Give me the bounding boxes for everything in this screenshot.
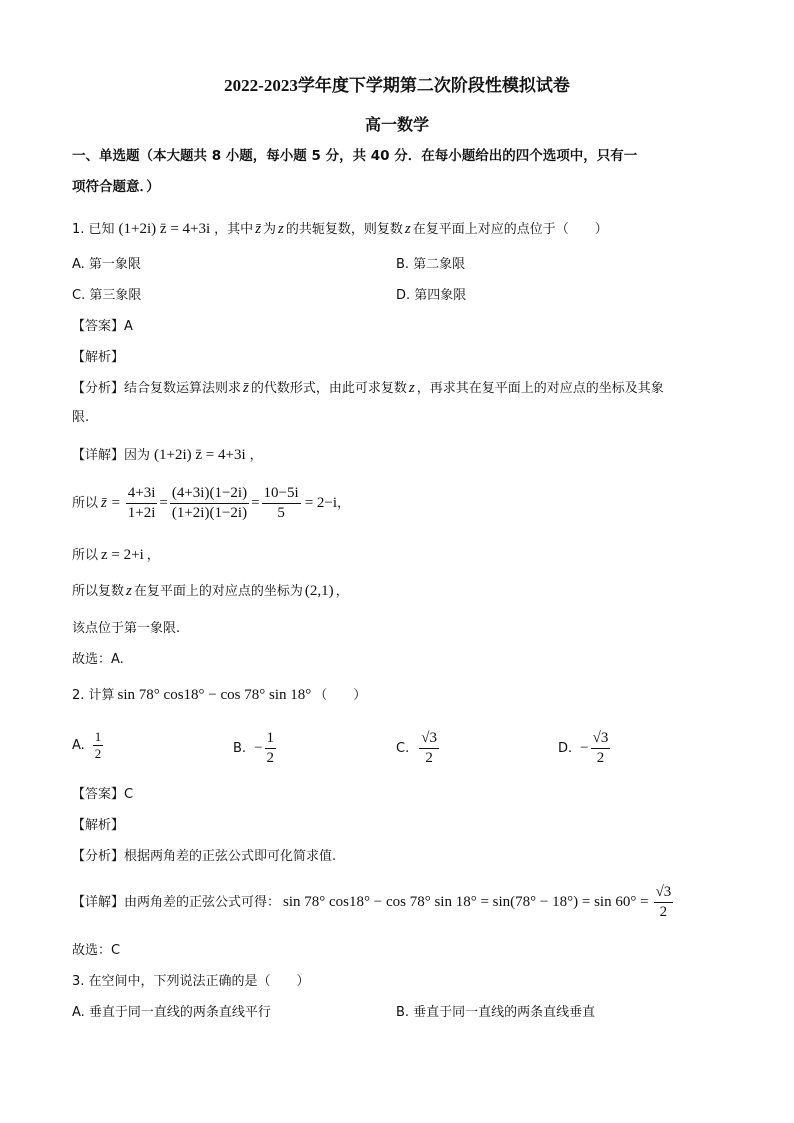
q1-mid2: 为 <box>263 222 277 237</box>
q1-fraction-1-denominator: 1+2i <box>127 504 156 521</box>
q1-prefix: 1. 已知 <box>72 222 115 237</box>
q3-stem: 3. 在空间中，下列说法正确的是（ ） <box>72 974 310 989</box>
q2-paren: （ ） <box>314 688 367 703</box>
q2-option-a-denominator: 2 <box>94 746 102 762</box>
page-title: 2022-2023学年度下学期第二次阶段性模拟试卷 <box>224 76 570 95</box>
q1-fraction-3 <box>262 485 301 521</box>
q2-option-b-sign: − <box>254 739 263 756</box>
q2-detail-label: 【详解】由两角差的正弦公式可得： <box>72 894 281 910</box>
q1-mid3: 的共轭复数，则复数 <box>285 222 403 237</box>
q1-fraction-2-numerator: (4+3i)(1−2i) <box>170 485 249 504</box>
q1-answer: 【答案】A <box>72 319 133 334</box>
q1-z: z <box>278 221 284 237</box>
q1-so3-z: z <box>126 583 132 599</box>
q2-option-b-numerator: 1 <box>265 730 277 749</box>
q3-option-a: A. 垂直于同一直线的两条直线平行 <box>72 1005 271 1020</box>
q1-fenxi-b: 的代数形式，由此可求复数 <box>250 381 407 396</box>
q2-prefix: 2. 计算 <box>72 688 115 703</box>
q1-fraction-2-denominator: (1+2i)(1−2i) <box>171 504 248 521</box>
q2-option-c-denominator: 2 <box>425 749 433 766</box>
q1-fraction-2 <box>170 485 249 521</box>
q2-option-d-numerator: √3 <box>591 730 611 749</box>
q1-fenxi-c: ，再求其在复平面上的对应点的坐标及其象 <box>416 381 664 396</box>
q2-option-d-fraction <box>591 730 611 766</box>
q1-fenxi-zbar: z̄ <box>243 380 249 396</box>
q2-option-b-denominator: 2 <box>266 749 275 766</box>
q1-detail <box>72 448 263 463</box>
q1-derivation: 所以 z̄ = $\frac{4+3i}{1+2i}$ = $\frac{(4+3i)(1-2i)}{(1+2i)(1-2i)}$ = $\frac{10-5i}{5}$ = 2−i ， <box>72 485 351 521</box>
q2-option-d <box>558 730 612 766</box>
q1-option-c: C. 第三象限 <box>72 288 142 303</box>
q1-so2-prefix: 所以 <box>72 548 99 563</box>
q2-option-d-label: D. <box>558 740 573 756</box>
q1-fraction-1-numerator: 4+3i <box>126 485 158 504</box>
page-subtitle: 高一数学 <box>364 115 429 134</box>
q1-so2-equation: z = 2+i <box>101 547 144 563</box>
q2-option-c-label: C. <box>396 740 410 756</box>
q1-fraction-1 <box>126 485 158 521</box>
q1-equation: (1+2i) z̄ = 4+3i <box>118 221 211 237</box>
q1-fenxi-a: 【分析】结合复数运算法则求 <box>72 381 242 396</box>
q2-fenxi: 【分析】根据两角差的正弦公式即可化简求值. <box>72 849 337 864</box>
q1-fraction-3-denominator: 5 <box>277 504 285 521</box>
q2-option-a-fraction <box>93 730 104 762</box>
q2-option-b-label: B. <box>233 740 247 756</box>
q2-choice: 故选：C <box>72 943 121 958</box>
q2-option-b <box>233 730 278 766</box>
q1-option-b: B. 第二象限 <box>396 257 466 272</box>
q1-stem <box>72 222 608 237</box>
q1-detail-end: ， <box>249 448 263 463</box>
q2-detail-denominator: 2 <box>659 903 668 920</box>
q2-detail-fraction <box>654 884 674 920</box>
q2-option-d-sign: − <box>580 739 589 756</box>
q1-choice: 故选：A. <box>72 652 124 667</box>
section-heading-line2: 项符合题意．） <box>72 179 160 195</box>
q2-answer: 【答案】C <box>72 787 134 802</box>
q1-detail-label: 【详解】因为 <box>72 448 151 463</box>
q1-so3-prefix: 所以复数 <box>72 584 125 599</box>
q1-mid1: ，其中 <box>214 222 254 237</box>
q2-option-d-denominator: 2 <box>596 749 605 766</box>
q1-so3: 所以复数 z 在复平面上的对应点的坐标为 (2,1) ， <box>72 583 349 599</box>
q1-fenxi-z: z <box>408 380 415 396</box>
q1-so2: 所以 z = 2+i ， <box>72 547 160 563</box>
q1-zbar: z̄ <box>255 221 262 237</box>
q2-stem <box>72 688 366 703</box>
section-heading-line1: 一、单选题（本大题共 8 小题，每小题 5 分，共 40 分．在每小题给出的四个选项中，只有一 <box>72 148 638 164</box>
q1-option-d: D. 第四象限 <box>396 288 467 303</box>
q2-detail <box>72 884 675 920</box>
q2-option-b-fraction <box>265 730 277 766</box>
q2-expression: sin 78° cos18° − cos 78° sin 18° <box>117 687 312 703</box>
q1-option-a: A. 第一象限 <box>72 257 141 272</box>
q1-so1-lhs: z̄ = <box>101 494 121 511</box>
q2-detail-expression: sin 78° cos18° − cos 78° sin 18° = sin(78° − 18°) = sin 60° = <box>283 893 649 910</box>
q2-option-a <box>72 730 105 762</box>
q1-analysis-label: 【解析】 <box>72 350 125 365</box>
q2-option-a-label: A. <box>72 738 85 754</box>
q1-point-line: 该点位于第一象限. <box>72 621 181 636</box>
q1-fenxi <box>72 381 664 396</box>
q1-mid4: 在复平面上对应的点位于（ ） <box>412 222 608 237</box>
q2-option-c-fraction <box>419 730 439 766</box>
q1-fenxi-line2: 限. <box>72 410 90 425</box>
q2-detail-numerator: √3 <box>654 884 674 903</box>
q1-so3-mid: 在复平面上的对应点的坐标为 <box>133 584 303 599</box>
q1-so3-coord: (2,1) <box>304 583 334 599</box>
q2-option-a-numerator: 1 <box>93 730 104 746</box>
q1-z2: z <box>404 221 411 237</box>
q3-option-b: B. 垂直于同一直线的两条直线垂直 <box>396 1005 596 1020</box>
q1-detail-equation: (1+2i) z̄ = 4+3i <box>154 447 246 463</box>
q1-fraction-3-numerator: 10−5i <box>262 485 301 504</box>
q1-so1-rhs: = 2−i <box>304 494 338 511</box>
q2-analysis-label: 【解析】 <box>72 818 125 833</box>
q2-option-c-numerator: √3 <box>419 730 439 749</box>
q2-option-c <box>396 730 441 766</box>
q1-so1-prefix: 所以 <box>72 495 99 511</box>
